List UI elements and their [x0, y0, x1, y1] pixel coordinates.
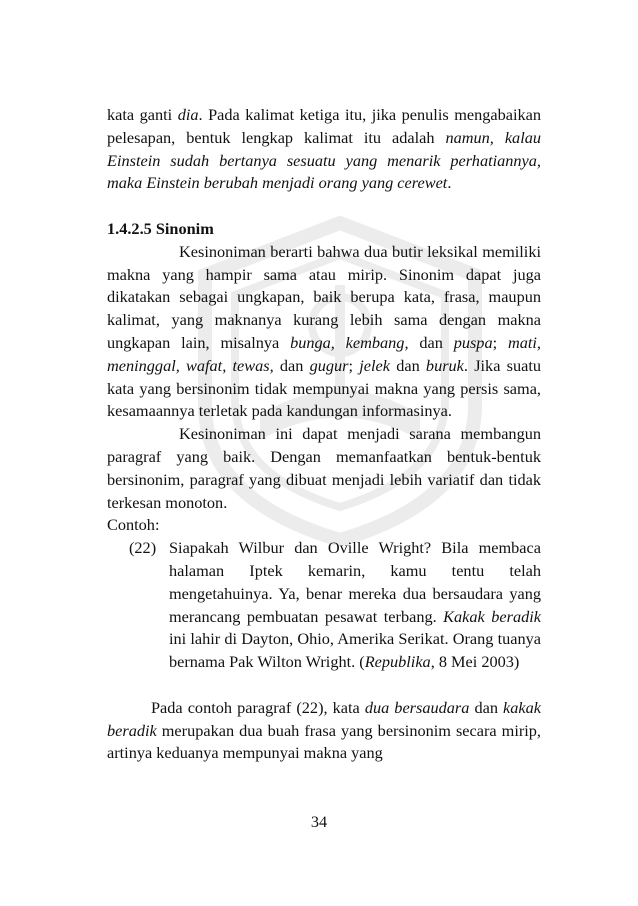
text-run: .	[447, 173, 452, 193]
paragraph-function	[107, 423, 541, 514]
italic-term: kakak beradik	[107, 697, 541, 740]
italic-term: gugur	[309, 355, 349, 375]
italic-term: mati, meninggal, wafat, tewas,	[107, 332, 541, 375]
italic-term: jelek	[359, 355, 390, 375]
italic-term: namun, kalau Einstein sudah bertanya sesuatu yang menarik perhatiannya, maka Einstein berubah menjadi orang yang cerewet	[107, 127, 542, 193]
paragraph-intro	[107, 104, 541, 195]
text-run: ini lahir di Dayton, Ohio, Amerika Serikat. Orang tuanya bernama Pak Wilton Wright. (	[169, 629, 541, 672]
text-run: ;	[492, 332, 508, 352]
page-number: 34	[310, 812, 328, 831]
text-run: dan	[469, 697, 504, 717]
example-block	[107, 537, 541, 674]
italic-term: Republika	[364, 652, 431, 672]
text-run: dan	[273, 355, 310, 375]
italic-term: Kakak beradik	[443, 606, 541, 626]
text-run: , 8 Mei 2003)	[430, 652, 520, 672]
text-run: ;	[348, 355, 360, 375]
example-text	[169, 537, 541, 674]
paragraph-analysis	[107, 697, 541, 765]
text-run: kata ganti	[107, 105, 178, 124]
italic-term: dua bersaudara	[364, 697, 470, 717]
italic-term: puspa	[453, 332, 493, 352]
text-run: Siapakah Wilbur dan Oville Wright? Bila membaca halaman Iptek kemarin, kamu tentu telah mengetahuinya. Ya, benar mereka dua bersaudara yang merancang pembuatan pesawat terbang.	[169, 538, 541, 626]
example-number: (22)	[129, 538, 157, 558]
text-run: Kesinoniman berarti bahwa dua butir leksikal memiliki makna yang hampir sama atau mirip. Sinonim dapat juga dikatakan sebagai ungkapan, baik berupa kata, frasa, maupun kalimat, yang maknanya kurang lebih sama dengan makna ungkapan lain, misalnya	[107, 241, 541, 352]
page-body	[107, 104, 541, 765]
text-run: . Jika suatu kata yang bersinonim tidak mempunyai makna yang persis sama, kesamaannya terletak pada kandungan informasinya.	[107, 355, 541, 421]
text-run: . Pada kalimat ketiga itu, jika penulis mengabaikan pelesapan, bentuk lengkap kalimat itu adalah	[107, 105, 541, 147]
section-heading: 1.4.2.5 Sinonim	[107, 218, 214, 238]
paragraph-definition	[107, 241, 541, 423]
text-run: Pada contoh paragraf (22), kata	[151, 697, 365, 717]
text-run: dan	[408, 332, 454, 352]
text-run: Kesinoniman ini dapat menjadi sarana membangun paragraf yang baik. Dengan memanfaatkan bentuk-bentuk bersinonim, paragraf yang dibuat menjadi lebih variatif dan tidak terkesan monoton.	[107, 424, 541, 512]
italic-term: dia	[177, 105, 199, 124]
example-label: Contoh:	[107, 515, 160, 535]
text-run: dan	[389, 355, 426, 375]
text-run: merupakan dua buah frasa yang bersinonim secara mirip, artinya keduanya mempunyai makna yang	[107, 720, 541, 763]
italic-term: buruk	[425, 355, 464, 375]
italic-term: bunga, kembang,	[290, 332, 409, 352]
